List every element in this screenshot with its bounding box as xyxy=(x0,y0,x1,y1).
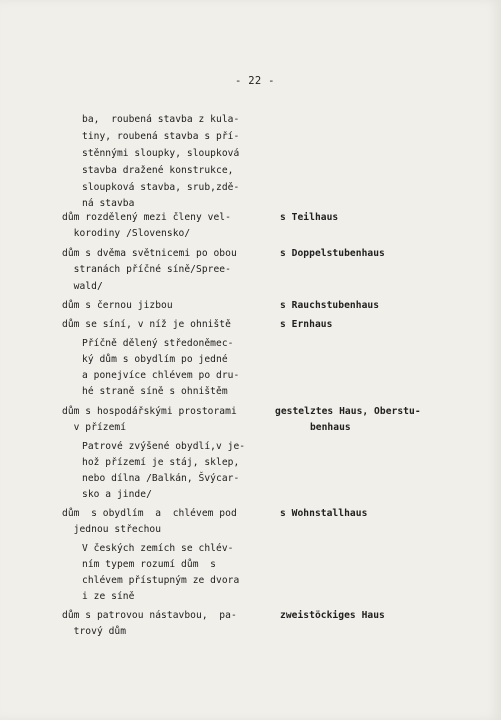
text-line: Příčně dělený středoněmec- xyxy=(82,338,234,349)
german-term: gestelztes Haus, Oberstu- xyxy=(275,406,421,417)
page-number: - 22 - xyxy=(235,75,275,87)
text-line: stavba dražené konstrukce, xyxy=(82,165,234,176)
german-term: s Teilhaus xyxy=(280,212,339,223)
text-line: V českých zemích se chlév- xyxy=(82,543,234,554)
german-term: s Rauchstubenhaus xyxy=(280,300,380,311)
text-line: trový dům xyxy=(62,626,127,637)
german-term: s Doppelstubenhaus xyxy=(280,248,385,259)
text-line: tiny, roubená stavba s pří- xyxy=(82,131,240,142)
text-line: dům s patrovou nástavbou, pa- xyxy=(62,610,237,621)
german-term: s Wohnstallhaus xyxy=(280,508,368,519)
text-line: dům s dvěma světnicemi po obou xyxy=(62,248,237,259)
text-line: dům rozdělený mezi členy vel- xyxy=(62,212,231,223)
text-line: dům s hospodářskými prostorami xyxy=(62,406,237,417)
german-term: s Ernhaus xyxy=(280,319,333,330)
german-term: benhaus xyxy=(275,422,351,433)
text-line: dům s obydlím a chlévem pod xyxy=(62,508,237,519)
text-line: hé straně síně s ohništěm xyxy=(82,386,228,397)
text-line: i ze síně xyxy=(82,591,135,602)
text-line: stěnnými sloupky, sloupková xyxy=(82,148,240,159)
text-line: stranách příčné síně/Spree- xyxy=(62,264,231,275)
text-line: Patrové zvýšené obydlí,v je- xyxy=(82,441,246,452)
text-line: ním typem rozumí dům s xyxy=(82,559,216,570)
text-line: dům s černou jizbou xyxy=(62,300,173,311)
text-line: v přízemí xyxy=(62,422,127,433)
german-term: zweistöckiges Haus xyxy=(280,610,385,621)
text-line: ba, roubená stavba z kula- xyxy=(82,114,240,125)
text-line: sko a jinde/ xyxy=(82,489,152,500)
text-line: nebo dílna /Balkán, Švýcar- xyxy=(82,473,240,484)
text-line: a ponejvíce chlévem po dru- xyxy=(82,370,240,381)
text-line: sloupková stavba, srub,zdě- xyxy=(82,182,240,193)
text-line: wald/ xyxy=(62,281,103,292)
text-line: hož přízemí je stáj, sklep, xyxy=(82,457,240,468)
text-line: jednou střechou xyxy=(62,524,162,535)
text-line: chlévem přístupným ze dvora xyxy=(82,575,240,586)
text-line: korodiny /Slovensko/ xyxy=(62,228,191,239)
text-line: ná stavba xyxy=(82,198,135,209)
text-line: dům se síní, v níž je ohniště xyxy=(62,319,231,330)
text-line: ký dům s obydlím po jedné xyxy=(82,354,228,365)
